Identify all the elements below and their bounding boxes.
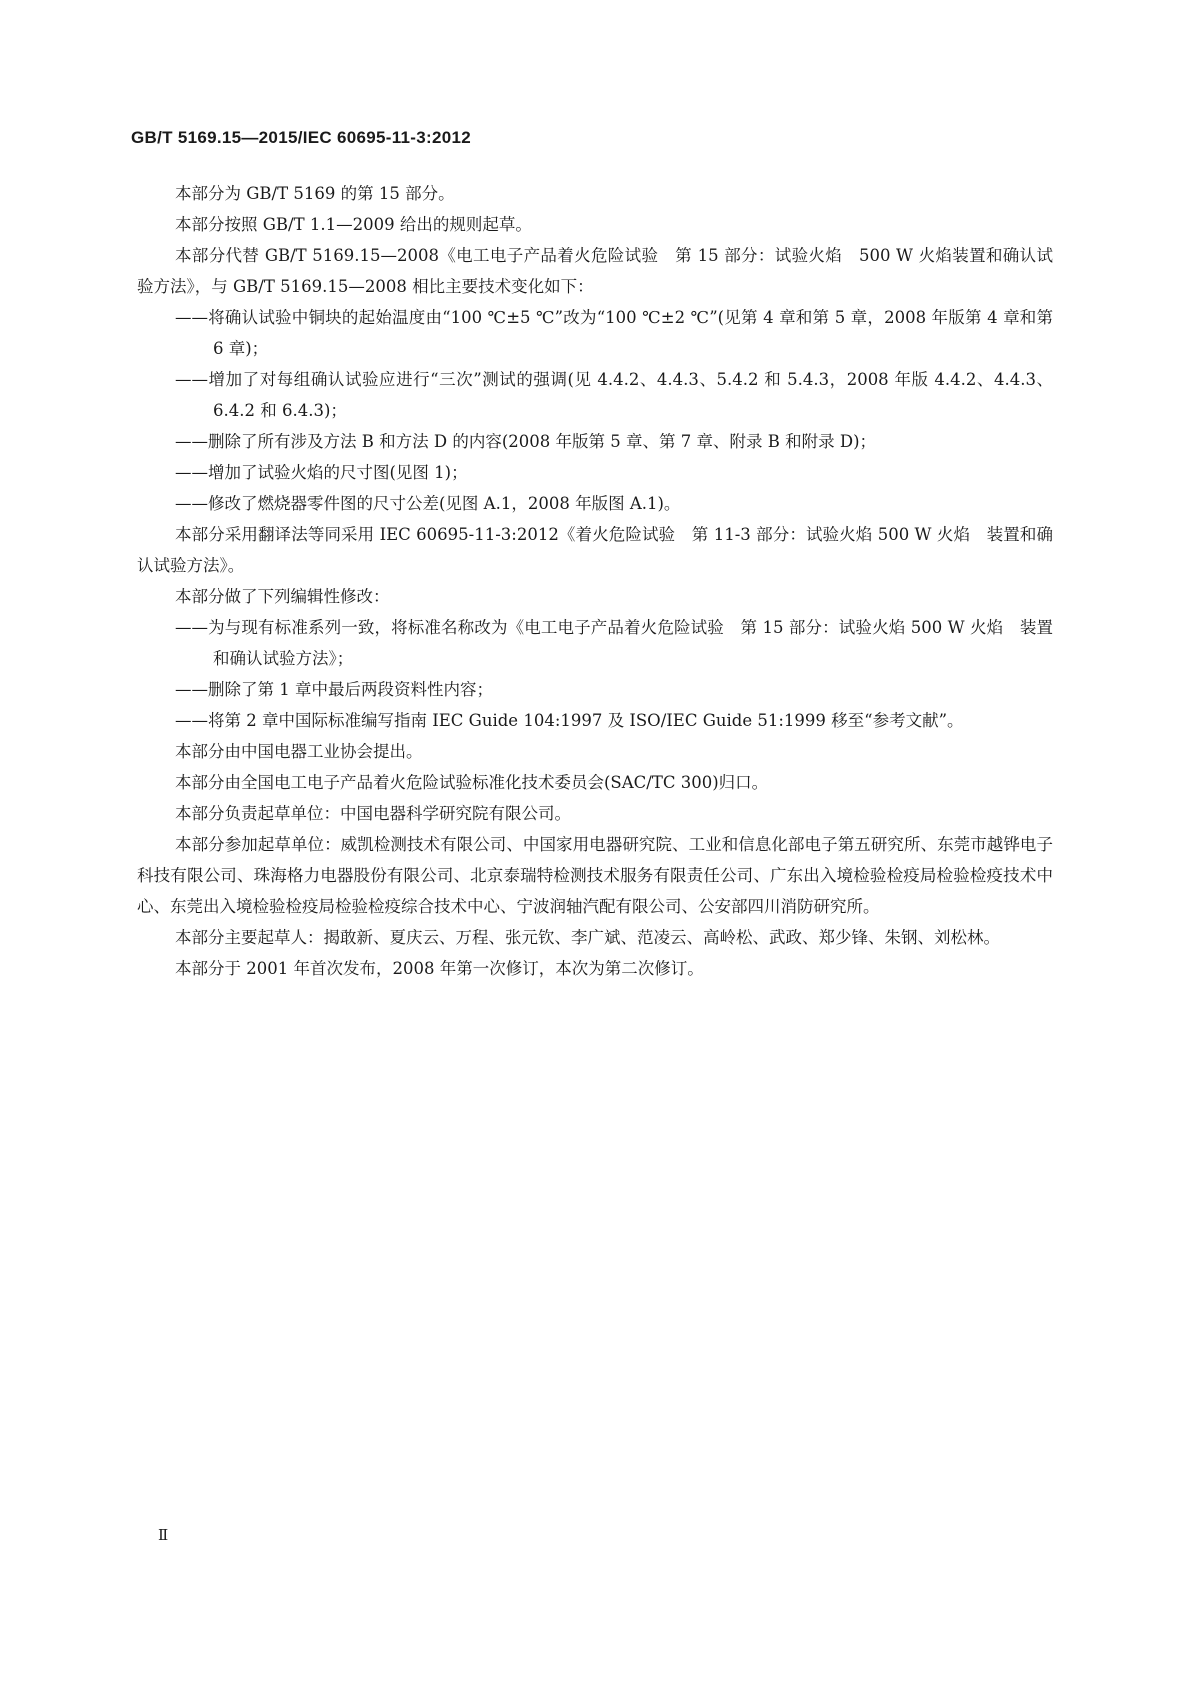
foreword-paragraph: 本部分按照 GB/T 1.1—2009 给出的规则起草。 bbox=[175, 215, 532, 234]
foreword-paragraph: 本部分做了下列编辑性修改： bbox=[175, 587, 390, 606]
foreword-paragraph: 本部分负责起草单位：中国电器科学研究院有限公司。 bbox=[175, 804, 571, 823]
foreword-paragraph: 本部分为 GB/T 5169 的第 15 部分。 bbox=[175, 184, 455, 203]
foreword-paragraph: 本部分主要起草人：揭敢新、夏庆云、万程、张元钦、李广斌、范凌云、高岭松、武政、郑少锋、朱钢、刘松林。 bbox=[175, 928, 1000, 947]
foreword-paragraph: 本部分采用翻译法等同采用 IEC 60695-11-3:2012《着火危险试验 第 11-3 部分：试验火焰 500 W 火焰 装置和确认试验方法》。 bbox=[137, 525, 1053, 575]
foreword-paragraph: 本部分参加起草单位：威凯检测技术有限公司、中国家用电器研究院、工业和信息化部电子第五研究所、东莞市越铧电子科技有限公司、珠海格力电器股份有限公司、北京泰瑞特检测技术服务有限责任公司、广东出入境检验检疫局检验检疫技术中心、东莞出入境检验检疫局检验检疫综合技术中心、宁波润轴汽配有限公司、公安部四川消防研究所。 bbox=[137, 835, 1053, 916]
change-list-item: ——修改了燃烧器零件图的尺寸公差(见图 A.1，2008 年版图 A.1)。 bbox=[175, 494, 681, 513]
change-list-item: ——将第 2 章中国际标准编写指南 IEC Guide 104:1997 及 ISO/IEC Guide 51:1999 移至“参考文献”。 bbox=[175, 711, 964, 730]
foreword-paragraph: 本部分由全国电工电子产品着火危险试验标准化技术委员会(SAC/TC 300)归口。 bbox=[175, 773, 769, 792]
change-list-item: ——删除了第 1 章中最后两段资料性内容； bbox=[175, 680, 493, 699]
change-list-item: ——为与现有标准系列一致，将标准名称改为《电工电子产品着火危险试验 第 15 部分：试验火焰 500 W 火焰 装置和确认试验方法》； bbox=[175, 618, 1053, 668]
change-list-item: ——增加了对每组确认试验应进行“三次”测试的强调(见 4.4.2、4.4.3、5.4.2 和 5.4.3，2008 年版 4.4.2、4.4.3、6.4.2 和 6.4.3)； bbox=[175, 370, 1053, 420]
foreword-paragraph: 本部分由中国电器工业协会提出。 bbox=[175, 742, 423, 761]
foreword-paragraph: 本部分于 2001 年首次发布，2008 年第一次修订，本次为第二次修订。 bbox=[175, 959, 704, 978]
change-list-item: ——增加了试验火焰的尺寸图(见图 1)； bbox=[175, 463, 468, 482]
change-list-item: ——将确认试验中铜块的起始温度由“100 ℃±5 ℃”改为“100 ℃±2 ℃”(见第 4 章和第 5 章，2008 年版第 4 章和第 6 章)； bbox=[175, 308, 1053, 358]
page-number: Ⅱ bbox=[158, 1526, 169, 1544]
standard-number-header: GB/T 5169.15—2015/IEC 60695-11-3:2012 bbox=[131, 128, 471, 147]
change-list-item: ——删除了所有涉及方法 B 和方法 D 的内容(2008 年版第 5 章、第 7 章、附录 B 和附录 D)； bbox=[175, 432, 877, 451]
foreword-paragraph: 本部分代替 GB/T 5169.15—2008《电工电子产品着火危险试验 第 15 部分：试验火焰 500 W 火焰装置和确认试验方法》，与 GB/T 5169.15—2008 相比主要技术变化如下： bbox=[137, 246, 1053, 296]
foreword-body bbox=[137, 178, 1053, 984]
